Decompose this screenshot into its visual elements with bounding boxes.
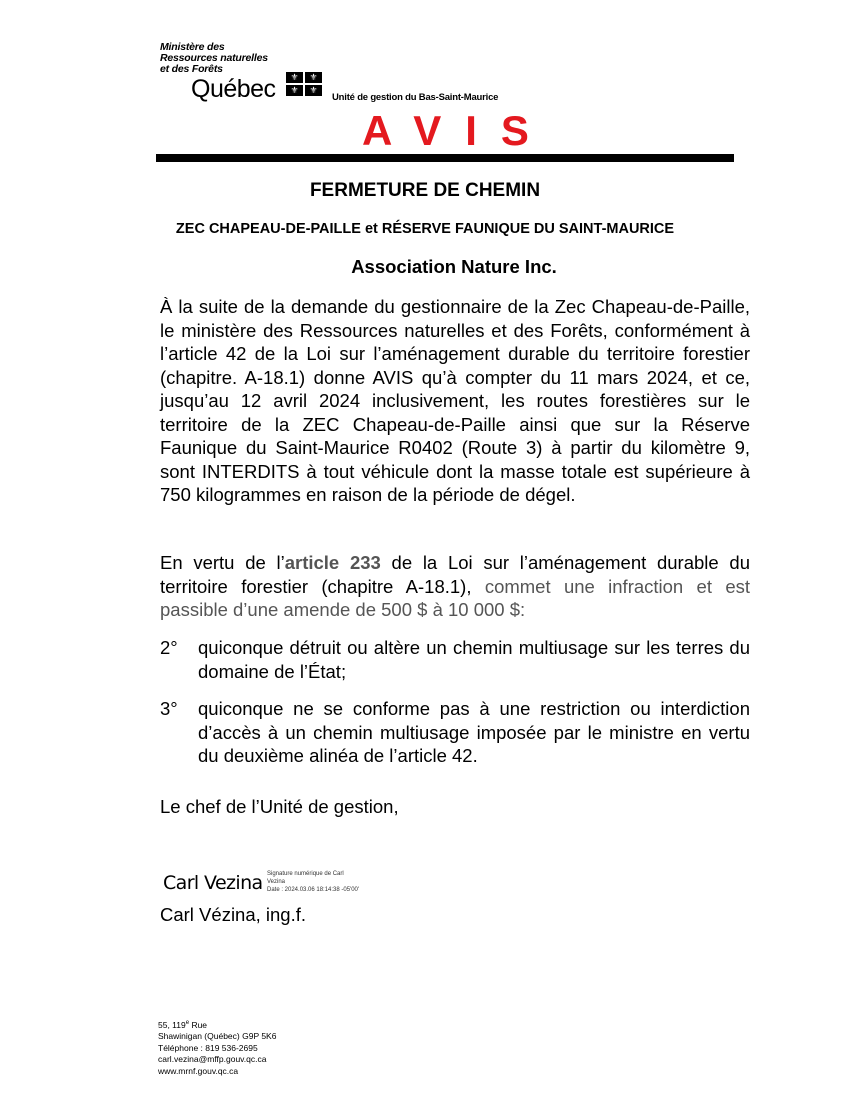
fleur-de-lis-icon: ⚜ [286, 85, 303, 96]
footer-website[interactable]: www.mrnf.gouv.qc.ca [158, 1065, 239, 1076]
list-item-text: quiconque ne se conforme pas à une restriction ou interdiction d’accès à un chemin multiusage imposée par le ministre en vertu du deuxième alinéa de l’article 42. [198, 698, 750, 766]
paragraph-2-law: de la Loi sur l’aménagement durable du territoire forestier (chapitre A-18.1), [160, 552, 750, 597]
fleur-de-lis-icon: ⚜ [286, 72, 303, 83]
signatory-name: Carl Vézina, ing.f. [160, 904, 307, 925]
list-item-number: 2° [160, 637, 178, 658]
digital-signature: Carl Vezina [163, 872, 263, 894]
list-item [160, 636, 750, 683]
list-item-text: quiconque détruit ou altère un chemin multiusage sur les terres du domaine de l’État; [198, 637, 750, 682]
footer-contact [158, 1018, 276, 1077]
signature-meta-line: Signature numérique de Carl [267, 871, 344, 877]
footer-address [158, 1018, 276, 1031]
footer-address-street: Rue [189, 1019, 208, 1030]
footer-city: Shawinigan (Québec) G9P 5K6 [158, 1031, 277, 1042]
signature-meta-line: Date : 2024.03.06 18:14:38 -05'00' [267, 887, 360, 893]
ministry-line: et des Forêts [160, 63, 223, 75]
paragraph-2-intro: En vertu de l’ [160, 552, 285, 573]
footer-address-suffix: e [185, 1020, 190, 1026]
paragraph-2 [160, 551, 750, 622]
closing-line: Le chef de l’Unité de gestion, [160, 796, 399, 817]
list-item-number: 3° [160, 698, 178, 719]
article-reference: article 233 [284, 552, 381, 573]
notice-title: FERMETURE DE CHEMIN [309, 180, 541, 201]
fleur-de-lis-icon: ⚜ [305, 85, 322, 96]
signature-meta-line: Vezina [267, 879, 286, 885]
quebec-flag-icon [286, 72, 322, 96]
avis-heading: AVIS [362, 107, 553, 154]
footer-email[interactable]: carl.vezina@mffp.gouv.qc.ca [158, 1054, 267, 1065]
management-unit: Unité de gestion du Bas-Saint-Maurice [332, 92, 499, 103]
notice-subtitle: ZEC CHAPEAU-DE-PAILLE et RÉSERVE FAUNIQUE DU SAINT-MAURICE [175, 221, 675, 237]
paragraph-2-penalty: commet une infraction et est passible d’une amende de 500 $ à 10 000 $: [160, 575, 751, 620]
footer-phone: Téléphone : 819 536-2695 [158, 1042, 258, 1053]
ministry-line: Ressources naturelles [160, 52, 268, 64]
footer-address-number: 55, 119 [158, 1019, 186, 1030]
divider [156, 154, 734, 162]
organization-name: Association Nature Inc. [351, 256, 557, 277]
quebec-wordmark: Québec [191, 75, 276, 103]
signature-metadata [267, 870, 359, 894]
paragraph-1: À la suite de la demande du gestionnaire de la Zec Chapeau-de-Paille, le ministère des Ressources naturelles et des Forêts, conformément à l’article 42 de la Loi sur l’aménagement durable du territoire forestier (chapitre. A-18.1) donne AVIS qu’à compter du 11 mars 2024, et ce, jusqu’au 12 avril 2024 inclusivement, les routes forestières sur le territoire de la ZEC Chapeau-de-Paille ainsi que sur la Réserve Faunique du Saint-Maurice R0402 (Route 3) à partir du kilomètre 9, sont INTERDITS à tout véhicule dont la masse totale est supérieure à 750 kilogrammes en raison de la période de dégel. [160, 296, 750, 505]
ministry-line: Ministère des [160, 41, 225, 53]
fleur-de-lis-icon: ⚜ [305, 72, 322, 83]
list-item [160, 697, 750, 768]
ministry-name [160, 42, 268, 75]
